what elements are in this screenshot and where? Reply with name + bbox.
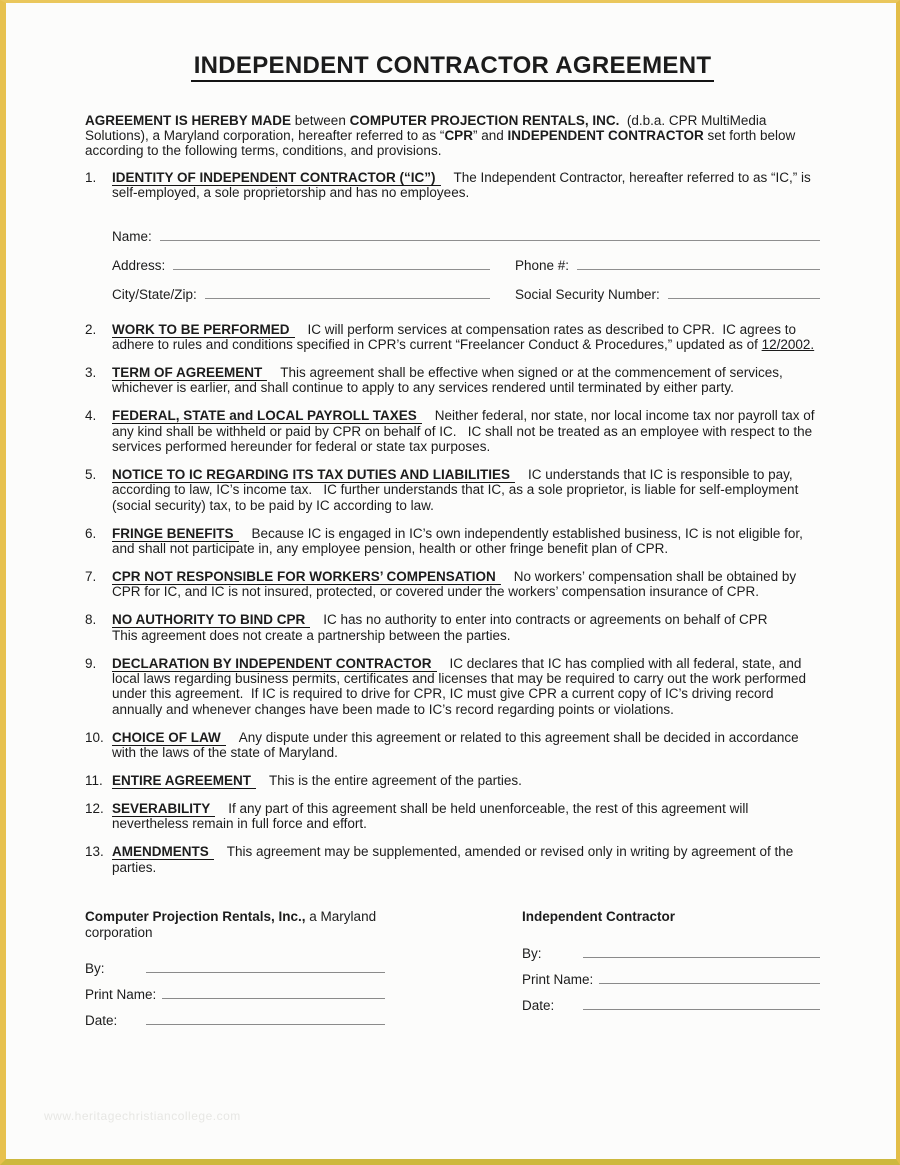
phone-label: Phone #: <box>515 257 570 273</box>
section-number: 11. <box>85 773 103 789</box>
section-item <box>85 408 820 454</box>
text-run: INDEPENDENT CONTRACTOR <box>507 128 704 143</box>
section-body <box>112 730 820 761</box>
section-number: 10. <box>85 729 104 745</box>
section-number: 7. <box>85 569 97 584</box>
text-run: No workers’ compensation shall be obtained by CPR for IC, and IC is not insured, protected, or covered under the workers’ compensation insurance of CPR. <box>112 569 800 600</box>
text-run: If any part of this agreement shall be held unenforceable, the rest of this agreement will nevertheless remain in full force and effort. <box>112 800 753 832</box>
section-body <box>112 612 820 643</box>
section-item <box>85 730 820 761</box>
section-item <box>85 801 820 832</box>
company-signature-heading: Computer Projection Rentals, Inc., a Maryland corporation <box>85 909 377 940</box>
address-field-line[interactable] <box>173 268 490 270</box>
phone-field-line[interactable] <box>577 268 820 270</box>
company-print-name-label: Print Name: <box>85 986 157 1002</box>
company-print-name-line[interactable] <box>162 997 385 999</box>
text-run: 12/2002. <box>761 337 815 353</box>
text-run: This is the entire agreement of the parties. <box>269 773 522 789</box>
section-heading: TERM OF AGREEMENT <box>112 365 267 381</box>
page-title: INDEPENDENT CONTRACTOR AGREEMENT <box>85 52 820 80</box>
section-body <box>112 844 820 875</box>
section-number: 13. <box>85 844 104 860</box>
text-run: The Independent Contractor, hereafter referred to as “IC,” is self-employed, a sole proprietorship and has no employees. <box>112 169 815 201</box>
site-watermark: www.heritagechristiancollege.com <box>44 1109 241 1123</box>
section-item <box>85 170 820 201</box>
address-label: Address: <box>112 257 166 273</box>
text-run: COMPUTER PROJECTION RENTALS, INC. <box>349 112 620 128</box>
section-item <box>85 467 820 513</box>
section-item <box>85 773 820 788</box>
section-body <box>112 569 820 600</box>
section-heading: CHOICE OF LAW <box>112 730 226 746</box>
ssn-label: Social Security Number: <box>515 286 660 302</box>
section-number: 12. <box>85 800 104 816</box>
section-item <box>85 844 820 875</box>
address-phone-row <box>112 244 820 273</box>
text-run: IC understands that IC is responsible to pay, according to law, IC’s income tax. IC further understands that IC, as a sole proprietor, is liable for self-employment (social security) tax, to be paid by IC according to law. <box>112 466 803 513</box>
sections-list-top <box>85 170 820 201</box>
company-by-signature-line[interactable] <box>146 971 385 973</box>
section-heading: SEVERABILITY <box>112 801 215 817</box>
section-heading: NOTICE TO IC REGARDING ITS TAX DUTIES AND LIABILITIES <box>112 467 515 483</box>
contractor-by-signature-line[interactable] <box>583 956 820 958</box>
company-print-name-row <box>85 976 385 1002</box>
section-number: 2. <box>85 321 97 337</box>
sections-list <box>85 322 820 875</box>
section-heading: NO AUTHORITY TO BIND CPR <box>112 612 310 628</box>
section-number: 4. <box>85 408 97 424</box>
section-heading: DECLARATION BY INDEPENDENT CONTRACTOR <box>112 656 437 672</box>
section-body <box>112 801 820 832</box>
city-ssn-row <box>112 273 820 302</box>
text-run: This agreement does not create a partnership between the parties. <box>112 627 511 643</box>
text-run: Neither federal, nor state, nor local income tax nor payroll tax of any kind shall be withheld or paid by CPR on behalf of IC. IC shall not be treated as an employee with respect to the services performed hereunder for federal or state tax purposes. <box>112 408 819 455</box>
section-item <box>85 569 820 600</box>
text-run: set forth below according to the following terms, conditions, and provisions. <box>85 128 800 159</box>
text-run: Because IC is engaged in IC’s own independently established business, IC is not eligible for, and shall not participate in, any employee pension, health or other fringe benefit plan of CPR. <box>112 525 807 557</box>
section-body <box>112 467 820 513</box>
section-number: 8. <box>85 612 97 628</box>
section-heading: AMENDMENTS <box>112 844 214 860</box>
contractor-date-line[interactable] <box>583 1008 820 1010</box>
section-heading: FEDERAL, STATE and LOCAL PAYROLL TAXES <box>112 408 422 424</box>
text-run: AGREEMENT IS HEREBY MADE <box>85 112 292 128</box>
signature-area <box>85 909 820 1028</box>
contractor-info-fields <box>85 215 820 302</box>
section-body <box>112 170 820 201</box>
section-number: 9. <box>85 655 97 671</box>
section-item <box>85 322 820 353</box>
section-item <box>85 656 820 718</box>
section-heading: CPR NOT RESPONSIBLE FOR WORKERS’ COMPENSATION <box>112 569 501 585</box>
section-item <box>85 526 820 557</box>
name-row <box>112 215 820 244</box>
text-run: Any dispute under this agreement or related to this agreement shall be decided in accordance with the laws of the state of Maryland. <box>112 729 803 761</box>
text-run: ” and <box>472 128 508 143</box>
section-heading: WORK TO BE PERFORMED <box>112 322 295 338</box>
contractor-date-row <box>522 987 820 1013</box>
contractor-by-label: By: <box>522 945 542 961</box>
city-state-zip-field-line[interactable] <box>205 297 490 299</box>
company-date-row <box>85 1002 385 1028</box>
section-item <box>85 612 820 643</box>
contractor-by-row <box>522 935 820 961</box>
text-run: This agreement may be supplemented, amended or revised only in writing by agreement of the parties. <box>112 844 798 875</box>
section-body <box>112 773 820 788</box>
section-body <box>112 656 820 718</box>
section-number: 3. <box>85 364 97 380</box>
text-run: IC will perform services at compensation rates as described to CPR. IC agrees to adhere to rules and conditions specified in CPR’s current “Freelancer Conduct & Procedures,” updated as of <box>112 321 800 353</box>
section-body <box>112 526 820 557</box>
contractor-print-name-line[interactable] <box>599 982 820 984</box>
company-by-row <box>85 950 385 976</box>
section-heading: IDENTITY OF INDEPENDENT CONTRACTOR (“IC”) <box>112 170 441 186</box>
contractor-date-label: Date: <box>522 997 555 1013</box>
section-heading: ENTIRE AGREEMENT <box>112 773 256 789</box>
contractor-signature-block <box>522 909 820 1028</box>
contractor-print-name-label: Print Name: <box>522 971 594 987</box>
section-number: 6. <box>85 525 97 541</box>
text-run: between <box>291 112 350 128</box>
name-field-line[interactable] <box>160 239 820 241</box>
text-run: This agreement shall be effective when signed or at the commencement of services, whichever is earlier, and shall continue to apply to any services rendered until terminated by either party. <box>112 364 787 396</box>
name-label: Name: <box>112 228 152 244</box>
company-signature-block <box>85 909 385 1028</box>
city-state-zip-label: City/State/Zip: <box>112 286 197 302</box>
ssn-field-line[interactable] <box>668 297 820 299</box>
section-item <box>85 365 820 396</box>
contractor-signature-heading: Independent Contractor <box>522 909 676 925</box>
company-date-line[interactable] <box>146 1023 385 1025</box>
section-body <box>112 322 820 353</box>
section-number: 1. <box>85 169 97 185</box>
text-run: CPR <box>444 128 473 143</box>
company-date-label: Date: <box>85 1012 118 1028</box>
company-by-label: By: <box>85 960 105 976</box>
text-run: IC declares that IC has complied with all federal, state, and local laws regarding business permits, certificates and licenses that may be required to carry out the work performed under this agreement. If IC is required to drive for CPR, IC must give CPR a current copy of IC’s driving record annually and whenever changes have been made to IC’s record regarding points or violations. <box>112 655 810 717</box>
text-run: (d.b.a. CPR MultiMedia Solutions), a Maryland corporation, hereafter referred to as “ <box>85 112 771 143</box>
section-heading: FRINGE BENEFITS <box>112 526 239 542</box>
section-number: 5. <box>85 466 97 482</box>
section-body <box>112 408 820 454</box>
intro-paragraph <box>85 113 820 159</box>
contractor-print-name-row <box>522 961 820 987</box>
section-body <box>112 365 820 396</box>
text-run: IC has no authority to enter into contracts or agreements on behalf of CPR <box>323 612 768 628</box>
